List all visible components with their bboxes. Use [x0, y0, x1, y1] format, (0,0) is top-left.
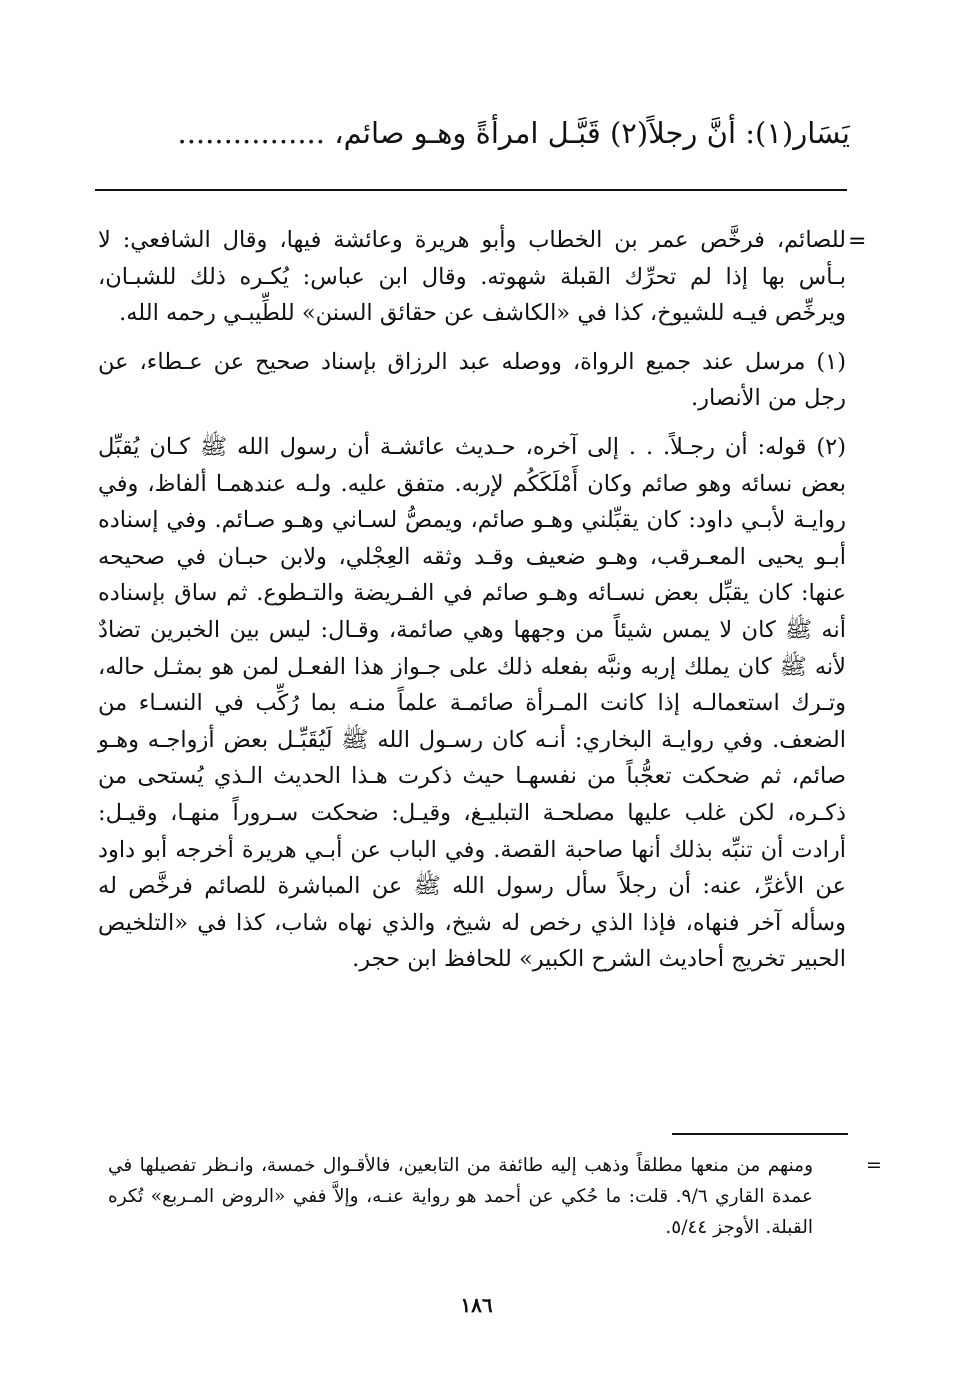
footnote-separator — [672, 1133, 848, 1135]
main-text: يَسَار(١): أنَّ رجلاً(٢) قَبَّـل امرأةً وهـو صائم، — [325, 116, 850, 150]
notes-bottom-section — [108, 1150, 813, 1243]
bottom-note-continuation: ومنهم من منعها مطلقاً وذهب إليه طائفة من التابعين، فالأقـوال خمسة، وانـظر تفصيلها في عمدة القاري ٩/٦. قلت: ما حُكي عن أحمد هو رواية عنـه، وإلاَّ ففي «الروض المـربع» تُكره القبلة. الأوجز ٥/٤٤. — [108, 1155, 813, 1238]
footnote-1: (١) مرسل عند جميع الرواة، ووصله عبد الرزاق بإسناد صحيح عن عـطاء، عن رجل من الأنصار. — [98, 348, 846, 412]
footnote-2: (٢) قوله: أن رجـلاً. . . إلى آخره، حـديث عائشـة أن رسول الله ﷺ كـان يُقبِّل بعض نسائه وهو صائم وكان أَمْلَكَكُم لإربه. متفق عليه. ولـه عندهمـا ألفاظ، وفي روايـة لأبـي داود: كان يقبِّلني وهـو صائم، ويمصُّ لسـاني وهـو صـائم. وفي إسناده أبـو يحيى المعـرقب، وهـو ضعيف وقـد وثقه العِجْلي، ولابن حبـان في صحيحه عنها: كان يقبِّل بعض نسـائه وهـو صائم في الفـريضة والتـطوع. ثم ساق بإسناده أنه ﷺ كان لا يمس شيئاً من وجهها وهي صائمة، وقـال: ليس بين الخبرين تضادٌ لأنه ﷺ كان يملك إربه ونبَّه بفعله ذلك على جـواز هذا الفعـل لمن هو بمثـل حاله، وتـرك استعمالـه إذا كانت المـرأة صائمـة علماً منـه بما رُكِّب في النسـاء من الضعف. وفي روايـة البخاري: أنـه كان رسـول الله ﷺ لَيُقَبِّـل بعض أزواجـه وهـو صائم، ثم ضحكت تعجُّباً من نفسهـا حيث ذكرت هـذا الحديث الـذي يُستحى من ذكـره، لكن غلب عليها مصلحـة التبليـغ، وقيـل: ضحكت سـروراً منهـا، وقيـل: أرادت أن تنبِّه بذلك أنها صاحبة القصة. وفي الباب عن أبـي هريرة أخرجه أبو داود عن الأغرِّ، عنه: أن رجلاً سأل رسول الله ﷺ عن المباشرة للصائم فرخَّص له وسأله آخر فنهاه، فإذا الذي رخص له شيخ، والذي نهاه شاب، كذا في «التلخيص الحبير تخريج أحاديث الشرح الكبير» للحافظ ابن حجر. — [98, 433, 846, 973]
note-continuation: للصائم، فرخَّص عمر بن الخطاب وأبو هريرة وعائشة فيها، وقال الشافعي: لا بـأس بها إذا لم تحرِّك القبلة شهوته. وقال ابن عباس: يُكـره ذلك للشبـان، ويرخِّص فيـه للشيوخ، كذا في «الكاشف عن حقائق السنن» للطِّيبـي رحمه الله. — [98, 227, 846, 327]
notes-top-section — [98, 222, 846, 978]
continuation-mark: = — [848, 229, 867, 254]
page-number: ١٨٦ — [460, 1293, 493, 1317]
continuation-mark-bottom: = — [866, 1154, 882, 1176]
ellipsis-dots: ................ — [177, 116, 325, 150]
main-text-line — [90, 108, 850, 158]
main-notes-separator — [95, 189, 847, 191]
